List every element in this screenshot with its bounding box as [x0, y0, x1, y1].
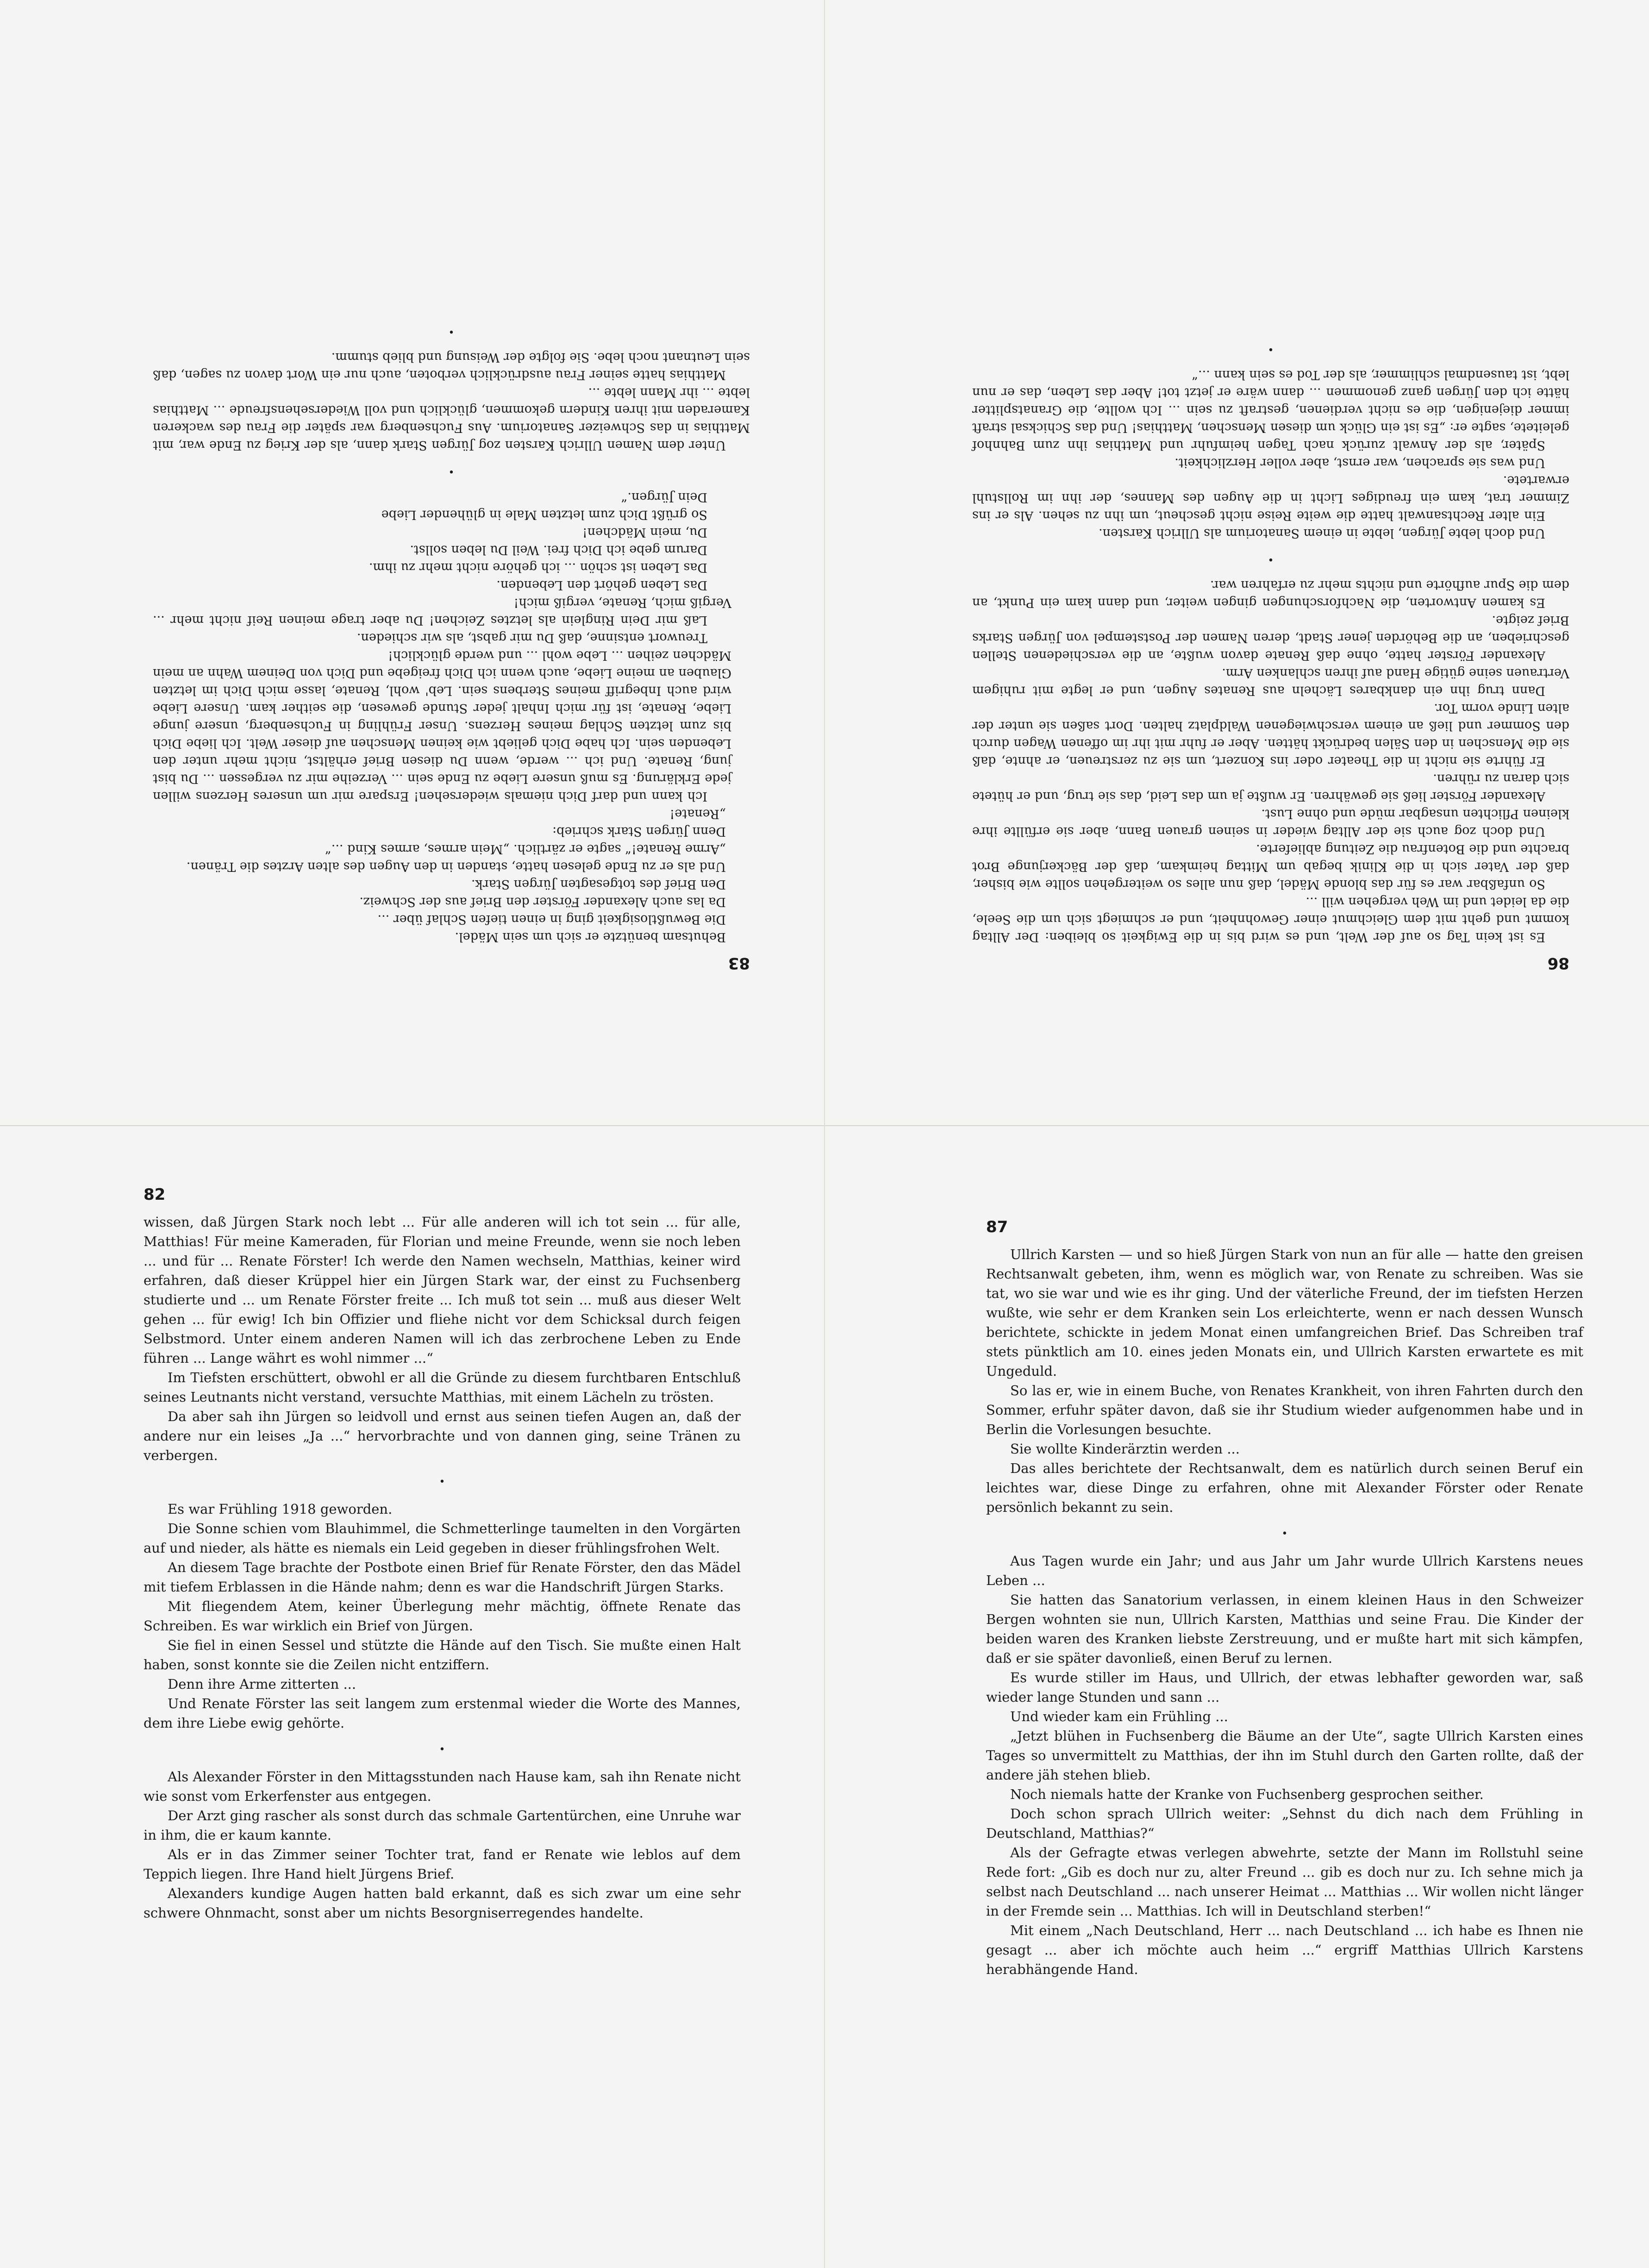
- paragraph: Da aber sah ihn Jürgen so leidvoll und ernst aus seinen tiefen Augen an, daß der andere nur ein leises „Ja ...“ hervorbrachte und von dannen ging, seine Tränen zu verbergen.: [144, 1409, 741, 1463]
- letter-paragraph: Darum gebe ich Dich frei. Weil Du leben sollst.: [410, 543, 707, 557]
- paragraph: Aus Tagen wurde ein Jahr; und aus Jahr um Jahr wurde Ullrich Karstens neues Leben ...: [986, 1553, 1583, 1588]
- paragraph: So las er, wie in einem Buche, von Renates Krankheit, von ihren Fahrten durch den Sommer, erfuhr später davon, daß sie ihr Studium wieder aufgenommen habe und in Berlin die Vorlesungen besuchte.: [986, 1383, 1583, 1437]
- paragraph: Da las auch Alexander Förster den Brief aus der Schweiz.: [359, 895, 726, 909]
- paragraph: Und als er zu Ende gelesen hatte, standen in den Augen des alten Arztes die Tränen.: [186, 859, 726, 874]
- paragraph: wissen, daß Jürgen Stark noch lebt ... Für alle anderen will ich tot sein ... für alle, Matthias! Für meine Kameraden, für Florian und meine Freunde, wenn sie noch leben ... und für ... Renate Förster! Ich werde den Namen wechseln, Matthias, keiner wird erfahren, daß dieser Krüppel hier ein Jürgen Stark war, der einst zu Fuchsenberg studierte und ... um Renate Förster freite ... Ich muß tot sein ... muß aus dieser Welt gehen ... für ewig! Ich bin Offizier und fliehe nicht vor dem Schicksal durch feigen Selbstmord. Unter einem anderen Namen will ich das zerbrochene Leben zu Ende führen ... Lange währt es wohl nimmer ...“: [144, 1214, 741, 1366]
- page-82: [144, 1185, 741, 2204]
- paragraph: Das alles berichtete der Rechtsanwalt, dem es natürlich durch seinen Beruf ein leichtes war, diese Dinge zu erfahren, ohne mit Alexander Förster oder Renate persönlich bekannt zu sein.: [986, 1460, 1583, 1515]
- paragraph: Matthias hatte seiner Frau ausdrücklich verboten, auch nur ein Wort davon zu sagen, daß sein Leutnant noch lebe. Sie folgte der Weisung und blieb stumm.: [153, 350, 750, 382]
- paragraph: Mit einem „Nach Deutschland, Herr ... nach Deutschland ... ich habe es Ihnen nie gesagt ... aber ich möchte auch heim ...“ ergriff Matthias Ullrich Karstens herabhängende Hand.: [986, 1923, 1583, 1977]
- paragraph: Ein alter Rechtsanwalt hatte die weite Reise nicht gescheut, um ihn zu sehen. Als er ins Zimmer trat, kam ein freudiges Licht in die Augen des Mannes, der ihn im Rollstuhl erwartete.: [972, 473, 1569, 523]
- paragraph: Er führte sie nicht in die Theater oder ins Konzert, um sie zu zerstreuen, er ahnte, daß sie die Menschen in den Sälen bedrückt hätten. Aber er fuhr mit ihr im offenen Wagen durch den Sommer und ließ an einem verschwiegenen Waldplatz halten. Dort saßen sie unter der alten Linde vorm Tor.: [972, 701, 1569, 768]
- page-86-upside-down: [972, 102, 1569, 972]
- page-83-upside-down: [153, 102, 750, 972]
- section-separator: •: [448, 326, 455, 337]
- letter-paragraph: Du, mein Mädchen!: [582, 525, 707, 539]
- page-number: 83: [728, 954, 750, 972]
- paragraph: Den Brief des totgesagten Jürgen Stark.: [471, 877, 726, 891]
- page-number: 87: [986, 1218, 1008, 1236]
- section-separator: •: [1281, 1528, 1288, 1540]
- paragraph: „Arme Renate!“ sagte er zärtlich. „Mein armes, armes Kind ...“: [325, 842, 726, 856]
- paragraph: Doch schon sprach Ullrich weiter: „Sehnst du dich nach dem Frühling in Deutschland, Matthias?“: [986, 1806, 1583, 1841]
- paragraph: Behutsam benützte er sich um sein Mädel.: [455, 930, 726, 944]
- letter-paragraph: Laß mir Dein Ringlein als letztes Zeichen! Du aber trage meinen Reif nicht mehr ... Vergiß mich, Renate, vergiß mich!: [153, 595, 731, 627]
- paragraph: Es ist kein Tag so auf der Welt, und es wird bis in die Ewigkeit so bleiben: Der Alltag kommt und geht mit dem Gleichmut einer Gewohnheit, und er schmiegt sich um die Seele, die da leidet und im Weh vergehen will ...: [972, 895, 1569, 944]
- paragraph: Alexander Förster ließ sie gewähren. Er wußte ja um das Leid, das sie trug, und er hütete sich daran zu rühren.: [972, 771, 1569, 803]
- paragraph: Alexander Förster hatte, ohne daß Renate davon wußte, an die verschiedenen Stellen geschrieben, an die Behörden jener Stadt, deren Namen der Poststempel von Jürgen Starks Brief zeigte.: [972, 613, 1569, 663]
- page-number: 86: [1547, 954, 1569, 972]
- paragraph: Es kamen Antworten, die Nachforschungen gingen weiter, und dann kam ein Punkt, an dem die Spur aufhörte und nichts mehr zu erfahren war.: [972, 578, 1569, 610]
- paragraph: Ullrich Karsten — und so hieß Jürgen Stark von nun an für alle — hatte den greisen Rechtsanwalt gebeten, ihm, wenn es möglich war, von Renate zu schreiben. Was sie tat, wo sie war und wie es ihr ging. Und der väterliche Freund, der im tiefsten Herzen wußte, wie sehr er dem Kranken sein Los erleichterte, wenn er nach dessen Wunsch berichtete, schickte in jedem Monat einen umfangreichen Brief. Das Schreiben traf stets pünktlich am 10. eines jeden Monats ein, und Ullrich Karsten erwartete es mit Ungeduld.: [986, 1247, 1583, 1379]
- paragraph: Der Arzt ging rascher als sonst durch das schmale Gartentürchen, eine Unruhe war in ihm, die er kaum kannte.: [144, 1808, 741, 1843]
- vertical-fold-line: [824, 0, 825, 2268]
- section-separator: •: [439, 1744, 445, 1755]
- paragraph: Sie wollte Kinderärztin werden ...: [1010, 1441, 1240, 1457]
- paragraph: Und was sie sprachen, war ernst, aber voller Herzlichkeit.: [1174, 456, 1545, 470]
- paragraph: Es wurde stiller im Haus, und Ullrich, der etwas lebhafter geworden war, saß wieder lange Stunden und sann ...: [986, 1670, 1583, 1705]
- paragraph: Unter dem Namen Ullrich Karsten zog Jürgen Stark dann, als der Krieg zu Ende war, mit Matthias in das Schweizer Sanatorium. Aus Fuchsenberg war später die Frau des wackeren Kameraden mit ihren Kindern gekommen, glücklich und voll Wiedersehensfreude ... Matthias lebte ... ihr Mann lebte ...: [153, 385, 750, 452]
- page-number: 82: [144, 1185, 166, 1204]
- paragraph: An diesem Tage brachte der Postbote einen Brief für Renate Förster, den das Mädel mit tiefem Erblassen in die Hände nahm; denn es war die Handschrift Jürgen Starks.: [144, 1560, 741, 1595]
- letter-signature: Dein Jürgen.“: [621, 490, 707, 504]
- paragraph: Alexanders kundige Augen hatten bald erkannt, daß es sich zwar um eine sehr schwere Ohnmacht, sonst aber um nichts Besorgniserregendes handelte.: [144, 1886, 741, 1921]
- paragraph: Denn ihre Arme zitterten ...: [168, 1676, 356, 1692]
- paragraph: So unfaßbar war es für das blonde Mädel, daß nun alles so weitergehen sollte wie bisher, daß der Vater sich in die Klinik begab um Mittag heimkam, daß der Bäckerjunge Brot brachte und die Botenfrau die Zeitung ablieferte.: [972, 842, 1569, 891]
- paragraph: Und wieder kam ein Frühling ...: [1010, 1709, 1228, 1724]
- paragraph: Sie hatten das Sanatorium verlassen, in einem kleinen Haus in den Schweizer Bergen wohnten sie nun, Ullrich Karsten, Matthias und seine Frau. Die Kinder der beiden waren des Kranken liebste Zerstreuung, und er mußte hart mit sich kämpfen, daß er sie später davonließ, einen Beruf zu lernen.: [986, 1592, 1583, 1666]
- letter-paragraph: Ich kann und darf Dich niemals wiedersehen! Erspare mir um unseres Herzens willen jede Erklärung. Es muß unsere Liebe zu Ende sein ... Verzeihe mir zu vergessen ... Du bist jung, Renate. Und ich ... werde, wenn Du diesen Brief erhältst, nicht mehr unter den Lebenden sein. Ich habe Dich geliebt wie keinen Menschen auf dieser Welt. Ich liebe Dich bis zum letzten Schlag meines Herzens. Unser Frühling in Fuchsenberg, unsere junge Liebe, Renate, ist für mich Inhalt jeder Stunde gewesen, die seither kam. Unsere Liebe wird auch Inbegriff meines Sterbens sein. Leb' wohl, Renate, lasse mich Dich im letzten Glauben an meine Liebe, auch wenn ich Dich freigebe und Dich von Deinem Wahn an mein Mädchen zeihen ... Lebe wohl ... und werde glücklich!: [153, 648, 731, 803]
- page-87: [986, 1218, 1583, 2213]
- paragraph: Dann trug ihn ein dankbares Lächeln aus Renates Augen, und er legte mit ruhigem Vertrauen seine gütige Hand auf ihren schlanken Arm.: [972, 666, 1569, 698]
- paragraph: Und doch lebte Jürgen, lebte in einem Sanatorium als Ullrich Karsten.: [1099, 526, 1545, 540]
- paragraph: Noch niemals hatte der Kranke von Fuchsenberg gesprochen seither.: [1010, 1786, 1484, 1802]
- paragraph: Die Bewußtlosigkeit ging in einen tiefen Schlaf über ...: [377, 912, 726, 927]
- section-separator: •: [439, 1476, 445, 1488]
- paragraph: Denn Jürgen Stark schrieb:: [552, 824, 726, 839]
- paragraph: Sie fiel in einen Sessel und stützte die Hände auf den Tisch. Sie mußte einen Halt haben, sonst konnte sie die Zeilen nicht entziffern.: [144, 1637, 741, 1673]
- letter-paragraph: So grüßt Dich zum letzten Male in glühender Liebe: [381, 507, 707, 522]
- paragraph: Später, als der Anwalt zurück nach Tagen heimfuhr und Matthias ihn zum Bahnhof geleitete, sagte er: „Es ist ein Glück um diesen Menschen, Matthias! Und das Schicksal straft immer diejenigen, die es nicht verdienen, gestraft zu sein ... Ich wollte, die Granatsplitter hätte ich den Jürgen ganz genommen ... dann wäre er jetzt tot! Aber das Leben, das er nun lebt, ist tausendmal schlimmer, als der Tod es sein kann ...“: [972, 368, 1569, 452]
- paragraph: Die Sonne schien vom Blauhimmel, die Schmetterlinge taumelten in den Vorgärten auf und nieder, als hätte es niemals ein Leid gegeben in dieser frühlingsfrohen Welt.: [144, 1521, 741, 1556]
- letter-paragraph: Das Leben ist schön ... ich gehöre nicht mehr zu ihm.: [369, 560, 707, 575]
- letter-paragraph: Treuwort entsinne, daß Du mir gabst, als wir schieden.: [356, 631, 707, 645]
- section-separator: •: [1268, 553, 1274, 565]
- section-separator: •: [448, 465, 455, 477]
- paragraph: Es war Frühling 1918 geworden.: [168, 1501, 393, 1517]
- paragraph: „Renate!: [669, 807, 726, 821]
- paragraph: „Jetzt blühen in Fuchsenberg die Bäume an der Ute“, sagte Ullrich Karsten eines Tages so unvermittelt zu Matthias, der ihn im Stuhl durch den Garten rollte, daß der andere jäh stehen blieb.: [986, 1728, 1583, 1783]
- section-separator: •: [1268, 343, 1274, 355]
- paragraph: Mit fliegendem Atem, keiner Überlegung mehr mächtig, öffnete Renate das Schreiben. Es war wirklich ein Brief von Jürgen.: [144, 1598, 741, 1634]
- paragraph: Und doch zog auch sie der Alltag wieder in seinen grauen Bann, aber sie erfüllte ihre kleinen Pflichten unsagbar müde und ohne Lust.: [972, 807, 1569, 839]
- paragraph: Im Tiefsten erschüttert, obwohl er all die Gründe zu diesem furchtbaren Entschluß seines Leutnants nicht verstand, versuchte Matthias, mit einem Lächeln zu trösten.: [144, 1370, 741, 1405]
- paragraph: Als Alexander Förster in den Mittagsstunden nach Hause kam, sah ihn Renate nicht wie sonst vom Erkerfenster aus entgegen.: [144, 1769, 741, 1804]
- letter-paragraph: Das Leben gehört den Lebenden.: [496, 578, 707, 592]
- paragraph: Und Renate Förster las seit langem zum erstenmal wieder die Worte des Mannes, dem ihre Liebe ewig gehörte.: [144, 1696, 741, 1731]
- paragraph: Als der Gefragte etwas verlegen abwehrte, setzte der Mann im Rollstuhl seine Rede fort: „Gib es doch nur zu, alter Freund ... gib es doch nur zu. Ich sehne mich ja selbst nach Deutschland ... nach unserer Heimat ... Matthias ... Wir wollen nicht länger in der Fremde sein ... Matthias. Ich will in Deutschland sterben!“: [986, 1845, 1583, 1919]
- paragraph: Als er in das Zimmer seiner Tochter trat, fand er Renate wie leblos auf dem Teppich liegen. Ihre Hand hielt Jürgens Brief.: [144, 1847, 741, 1882]
